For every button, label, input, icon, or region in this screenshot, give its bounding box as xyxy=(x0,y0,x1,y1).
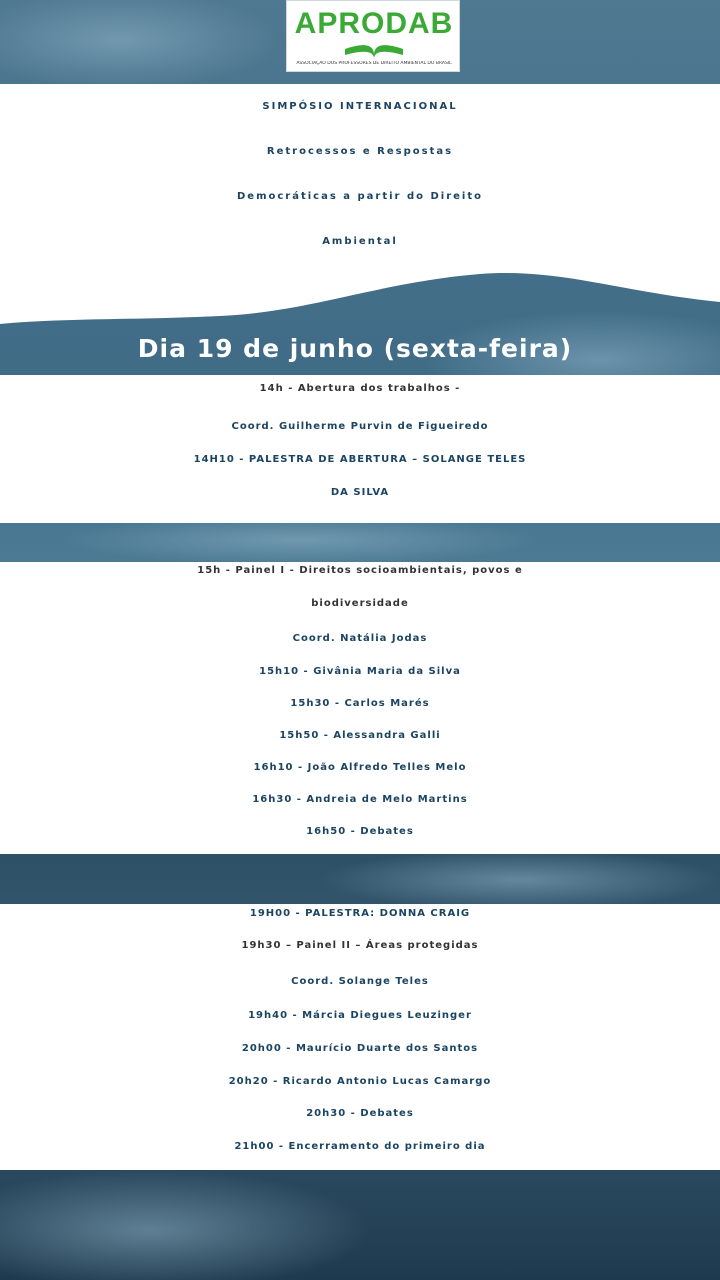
list-item: 21h00 - Encerramento do primeiro dia xyxy=(234,1141,486,1152)
panel-2-coordinator: Coord. Solange Teles xyxy=(291,976,429,987)
title-line-2: Retrocessos e Respostas xyxy=(266,146,454,157)
schedule-block-panel-2 xyxy=(0,904,720,1170)
panel-1-title-line-2: biodiversidade xyxy=(311,598,409,609)
evening-lecture: 19H00 - PALESTRA: DONNA CRAIG xyxy=(249,908,471,919)
schedule-block-afternoon-opening xyxy=(0,375,720,523)
opening-lecture-line-1: 14H10 - PALESTRA DE ABERTURA – SOLANGE TELES xyxy=(193,454,527,465)
opening-item: 14h - Abertura dos trabalhos - xyxy=(259,383,461,394)
panel-2-title: 19h30 – Painel II – Áreas protegidas xyxy=(241,940,479,951)
list-item: 16h30 - Andreia de Melo Martins xyxy=(252,794,468,805)
title-line-4: Ambiental xyxy=(322,236,398,247)
list-item: 15h30 - Carlos Marés xyxy=(290,698,430,709)
list-item: 20h00 - Maurício Duarte dos Santos xyxy=(241,1043,479,1054)
list-item: 15h10 - Givânia Maria da Silva xyxy=(259,666,461,677)
aprodab-logo xyxy=(286,0,460,72)
logo-subtitle: ASSOCIAÇÃO DOS PROFESSORES DE DIREITO AMBIENTAL DO BRASIL xyxy=(296,61,452,66)
day-label: Dia 19 de junho (sexta-feira) xyxy=(137,334,573,363)
title-line-3: Democráticas a partir do Direito xyxy=(236,191,484,202)
opening-coordinator: Coord. Guilherme Purvin de Figueiredo xyxy=(231,421,489,432)
schedule-block-panel-1 xyxy=(0,562,720,854)
page-title xyxy=(0,84,720,264)
list-item: 15h50 - Alessandra Galli xyxy=(279,730,441,741)
panel-1-title-line-1: 15h - Painel I - Direitos socioambientais, povos e xyxy=(197,565,523,576)
list-item: 20h30 - Debates xyxy=(306,1108,414,1119)
list-item: 16h50 - Debates xyxy=(306,826,414,837)
title-line-1: SIMPÓSIO INTERNACIONAL xyxy=(262,101,458,112)
panel-1-coordinator: Coord. Natália Jodas xyxy=(292,633,428,644)
opening-lecture-line-2: DA SILVA xyxy=(330,487,390,498)
book-tree-icon xyxy=(341,9,407,61)
list-item: 16h10 - João Alfredo Telles Melo xyxy=(253,762,467,773)
logo-name: APRODAB xyxy=(294,7,454,40)
list-item: 20h20 - Ricardo Antonio Lucas Camargo xyxy=(228,1076,492,1087)
list-item: 19h40 - Márcia Diegues Leuzinger xyxy=(248,1010,472,1021)
